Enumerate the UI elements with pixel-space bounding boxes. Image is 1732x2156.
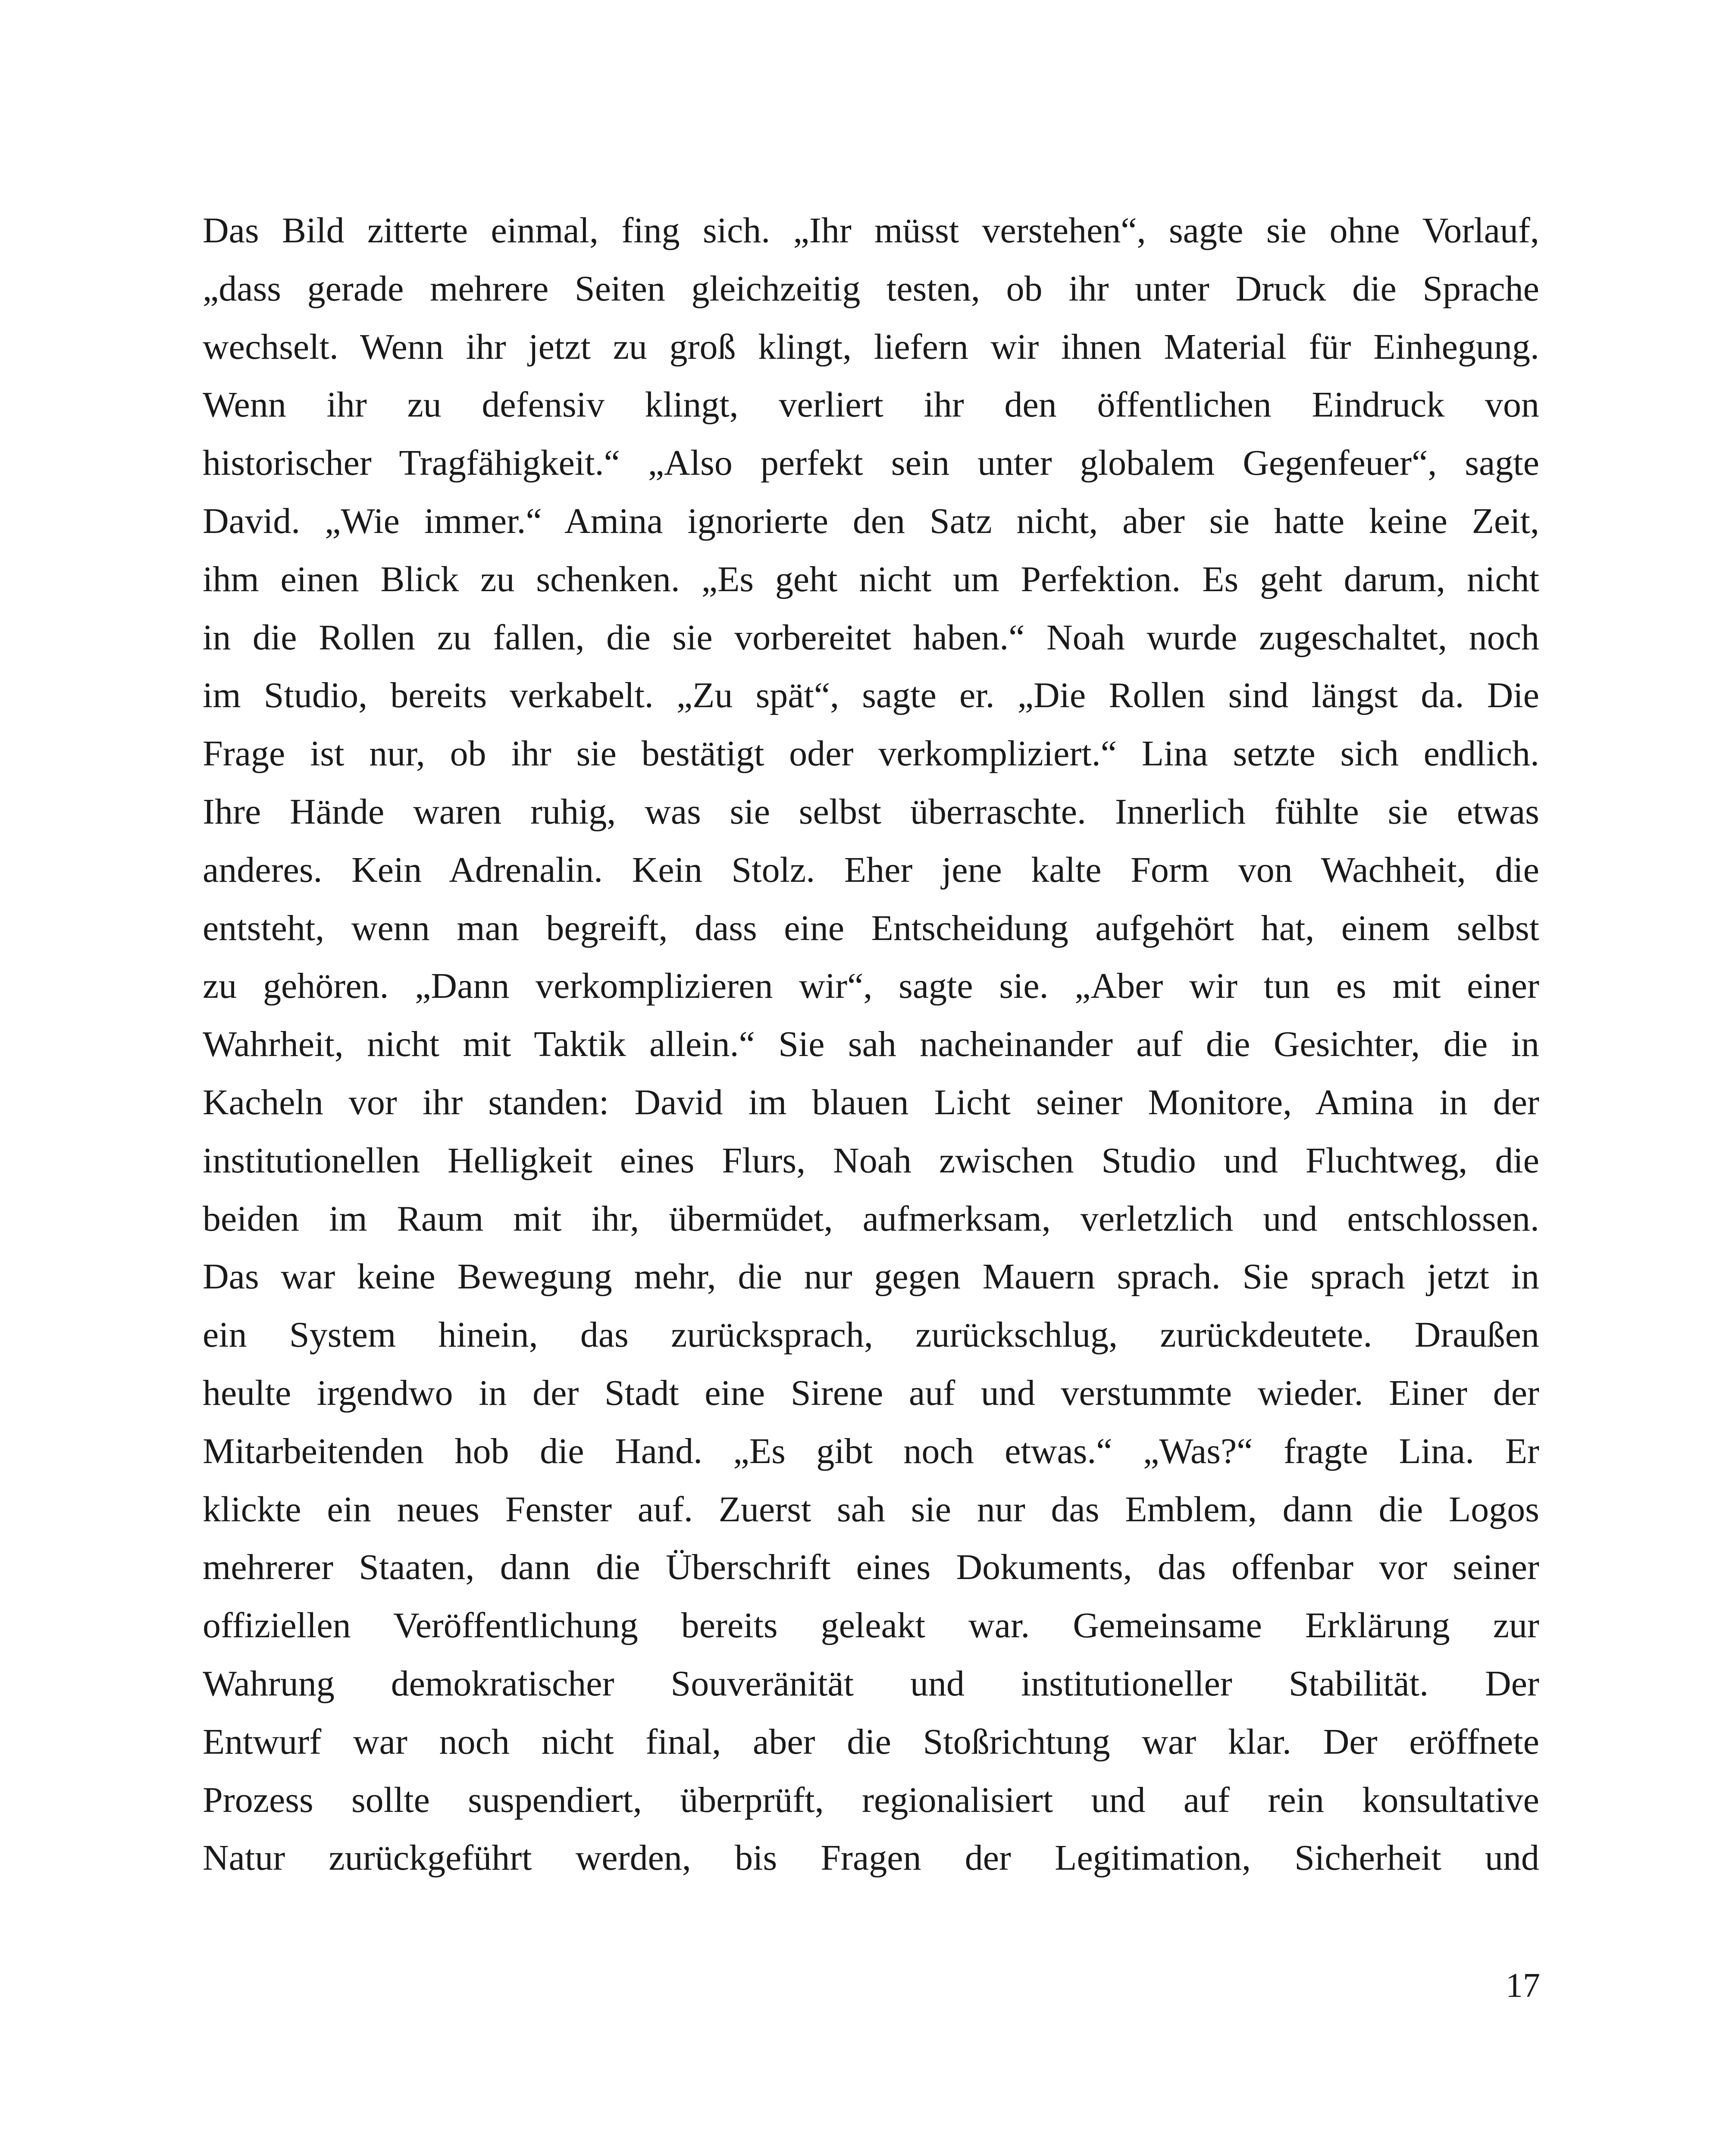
text-line-23: klickte ein neues Fenster auf. Zuerst sah sie nur das Emblem, dann die Logos (203, 1489, 1539, 1529)
text-line-16: Kacheln vor ihr standen: David im blauen Licht seiner Monitore, Amina in der (203, 1082, 1539, 1122)
text-line-26: Wahrung demokratischer Souveränität und institutioneller Stabilität. Der (203, 1663, 1539, 1704)
text-line-28: Prozess sollte suspendiert, überprüft, regionalisiert und auf rein konsultative (203, 1780, 1539, 1820)
body-text (203, 202, 1539, 1887)
text-line-14: zu gehören. „Dann verkomplizieren wir“, sagte sie. „Aber wir tun es mit einer (203, 966, 1539, 1006)
text-line-22: Mitarbeitenden hob die Hand. „Es gibt noch etwas.“ „Was?“ fragte Lina. Er (203, 1431, 1539, 1471)
page-number: 17 (1506, 1967, 1540, 2005)
text-line-15: Wahrheit, nicht mit Taktik allein.“ Sie sah nacheinander auf die Gesichter, die in (203, 1024, 1539, 1065)
text-line-9: im Studio, bereits verkabelt. „Zu spät“, sagte er. „Die Rollen sind längst da. Die (203, 675, 1539, 716)
text-line-29: Natur zurückgeführt werden, bis Fragen der Legitimation, Sicherheit und (203, 1838, 1539, 1878)
text-line-19: Das war keine Bewegung mehr, die nur gegen Mauern sprach. Sie sprach jetzt in (203, 1257, 1539, 1297)
text-line-8: in die Rollen zu fallen, die sie vorbereitet haben.“ Noah wurde zugeschaltet, noch (203, 617, 1539, 658)
text-line-11: Ihre Hände waren ruhig, was sie selbst überraschte. Innerlich fühlte sie etwas (203, 791, 1539, 832)
text-line-2: „dass gerade mehrere Seiten gleichzeitig testen, ob ihr unter Druck die Sprache (203, 268, 1539, 309)
text-line-27: Entwurf war noch nicht final, aber die Stoßrichtung war klar. Der eröffnete (203, 1721, 1539, 1762)
text-line-17: institutionellen Helligkeit eines Flurs, Noah zwischen Studio und Fluchtweg, die (203, 1140, 1539, 1181)
text-line-1: Das Bild zitterte einmal, fing sich. „Ihr müsst verstehen“, sagte sie ohne Vorlauf, (203, 210, 1539, 251)
text-line-6: David. „Wie immer.“ Amina ignorierte den Satz nicht, aber sie hatte keine Zeit, (203, 501, 1539, 541)
text-line-20: ein System hinein, das zurücksprach, zurückschlug, zurückdeutete. Draußen (203, 1315, 1539, 1355)
text-line-12: anderes. Kein Adrenalin. Kein Stolz. Eher jene kalte Form von Wachheit, die (203, 849, 1539, 890)
text-line-25: offiziellen Veröffentlichung bereits geleakt war. Gemeinsame Erklärung zur (203, 1605, 1539, 1646)
text-line-4: Wenn ihr zu defensiv klingt, verliert ihr den öffentlichen Eindruck von (203, 385, 1539, 425)
text-line-10: Frage ist nur, ob ihr sie bestätigt oder verkompliziert.“ Lina setzte sich endlich. (203, 733, 1539, 774)
text-line-3: wechselt. Wenn ihr jetzt zu groß klingt, liefern wir ihnen Material für Einhegung. (203, 326, 1539, 367)
text-line-18: beiden im Raum mit ihr, übermüdet, aufmerksam, verletzlich und entschlossen. (203, 1198, 1539, 1239)
text-line-13: entsteht, wenn man begreift, dass eine Entscheidung aufgehört hat, einem selbst (203, 908, 1539, 948)
text-line-7: ihm einen Blick zu schenken. „Es geht nicht um Perfektion. Es geht darum, nicht (203, 559, 1539, 599)
text-line-24: mehrerer Staaten, dann die Überschrift eines Dokuments, das offenbar vor seiner (203, 1547, 1539, 1588)
text-line-5: historischer Tragfähigkeit.“ „Also perfekt sein unter globalem Gegenfeuer“, sagte (203, 443, 1539, 483)
text-line-21: heulte irgendwo in der Stadt eine Sirene auf und verstummte wieder. Einer der (203, 1373, 1539, 1413)
